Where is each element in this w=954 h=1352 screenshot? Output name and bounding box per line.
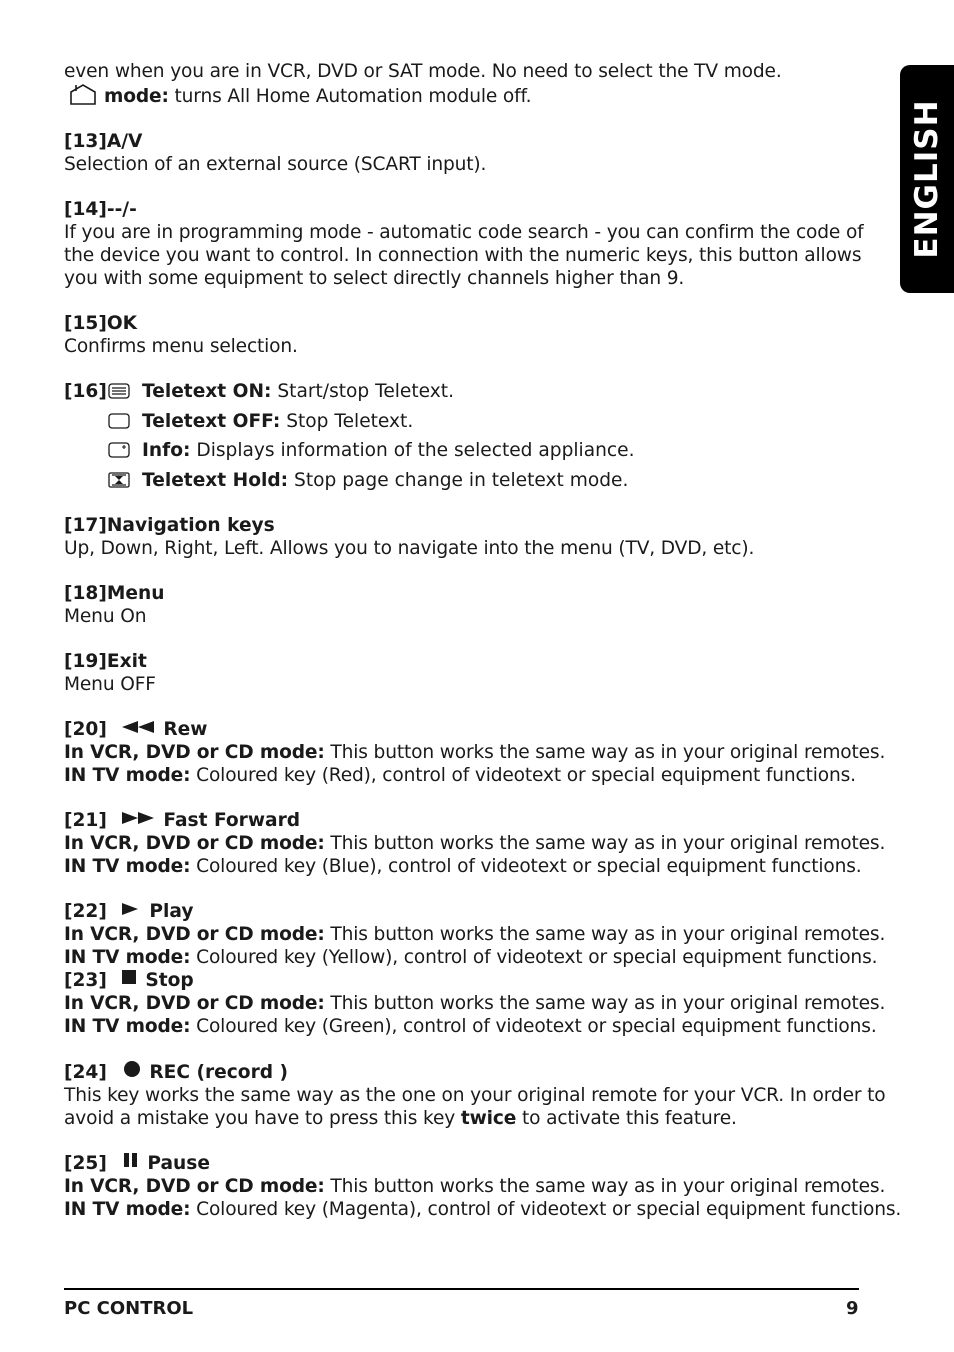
tv-text: Coloured key (Yellow), control of videotext or special equipment functions. xyxy=(190,947,878,968)
section-18-heading xyxy=(64,582,864,605)
section-14-heading xyxy=(64,198,864,221)
vcr-text: This button works the same way as in your original remotes. xyxy=(324,1176,886,1197)
vcr-label: In VCR, DVD or CD mode: xyxy=(64,833,325,854)
language-tab-label: ENGLISH xyxy=(909,99,945,259)
section-number: [18] xyxy=(64,583,107,604)
footer-rule xyxy=(64,1288,859,1290)
section-23-heading xyxy=(64,969,864,992)
section-title: REC (record ) xyxy=(149,1062,289,1083)
vcr-label: In VCR, DVD or CD mode: xyxy=(64,993,325,1014)
section-14-body-1: If you are in programming mode - automatic code search - you can confirm the code of xyxy=(64,222,864,243)
tv-text: Coloured key (Blue), control of videotext or special equipment functions. xyxy=(190,856,862,877)
tv-text: Coloured key (Green), control of videotext or special equipment functions. xyxy=(190,1016,877,1037)
tv-label: IN TV mode: xyxy=(64,1016,191,1037)
pause-icon xyxy=(123,1152,139,1168)
tv-text: Coloured key (Red), control of videotext or special equipment functions. xyxy=(190,765,856,786)
section-20-vcr xyxy=(64,741,886,764)
section-25-tv xyxy=(64,1198,902,1221)
page-number: 9 xyxy=(846,1298,859,1319)
tv-label: IN TV mode: xyxy=(64,947,191,968)
stop-icon xyxy=(121,969,137,985)
section-16-row-4 xyxy=(64,466,864,496)
section-24-heading xyxy=(64,1060,864,1084)
section-title: OK xyxy=(106,313,138,334)
info-text: Displays information of the selected appliance. xyxy=(190,440,635,461)
section-number: [24] xyxy=(64,1062,107,1083)
teletext-off-icon xyxy=(108,413,130,429)
section-number: [21] xyxy=(64,810,107,831)
vcr-text: This button works the same way as in your original remotes. xyxy=(324,833,886,854)
section-23-vcr xyxy=(64,992,886,1015)
section-19-heading xyxy=(64,650,864,673)
section-21-heading xyxy=(64,809,864,832)
vcr-text: This button works the same way as in your original remotes. xyxy=(324,742,886,763)
manual-page xyxy=(64,60,902,1221)
tv-label: IN TV mode: xyxy=(64,1199,191,1220)
section-number: [17] xyxy=(64,515,107,536)
section-16-row-3 xyxy=(64,436,864,466)
section-15-heading xyxy=(64,312,864,335)
section-20-heading xyxy=(64,718,864,741)
house-icon xyxy=(68,83,98,105)
section-number: [22] xyxy=(64,901,107,922)
section-21-tv xyxy=(64,855,864,878)
section-title: Pause xyxy=(147,1153,210,1174)
section-title: Exit xyxy=(106,651,147,672)
body-text: to activate this feature. xyxy=(516,1108,737,1129)
record-icon xyxy=(123,1060,141,1078)
teletext-on-text: Start/stop Teletext. xyxy=(271,381,454,402)
section-18-body: Menu On xyxy=(64,606,147,627)
mode-label: mode: xyxy=(104,86,169,107)
section-title: Play xyxy=(149,901,194,922)
section-24-body-1: This key works the same way as the one on your original remote for your VCR. In order to xyxy=(64,1085,886,1106)
tv-label: IN TV mode: xyxy=(64,765,191,786)
language-tab xyxy=(900,65,954,293)
section-title: A/V xyxy=(106,131,143,152)
teletext-on-icon xyxy=(108,383,130,399)
intro-line: even when you are in VCR, DVD or SAT mode. No need to select the TV mode. xyxy=(64,61,782,82)
section-22-tv xyxy=(64,946,878,969)
section-number: [16] xyxy=(64,381,107,402)
intro-mode-line xyxy=(64,83,864,108)
section-number: [25] xyxy=(64,1153,107,1174)
tv-text: Coloured key (Magenta), control of videotext or special equipment functions. xyxy=(190,1199,902,1220)
section-number: [14] xyxy=(64,199,107,220)
section-20-tv xyxy=(64,764,864,787)
teletext-on-label: Teletext ON: xyxy=(142,381,272,402)
section-14-body-2: the device you want to control. In connection with the numeric keys, this button allows xyxy=(64,245,862,266)
section-number: [20] xyxy=(64,719,107,740)
vcr-label: In VCR, DVD or CD mode: xyxy=(64,742,325,763)
section-title: Navigation keys xyxy=(106,515,275,536)
section-16-row-2 xyxy=(64,407,864,437)
section-21-vcr xyxy=(64,832,886,855)
fast-forward-icon xyxy=(121,811,155,825)
section-24-body-2 xyxy=(64,1107,864,1130)
section-title: Fast Forward xyxy=(163,810,301,831)
teletext-off-label: Teletext OFF: xyxy=(142,410,281,432)
section-title: Stop xyxy=(145,970,194,991)
play-icon xyxy=(121,902,139,916)
section-17-body: Up, Down, Right, Left. Allows you to navigate into the menu (TV, DVD, etc). xyxy=(64,538,755,559)
vcr-label: In VCR, DVD or CD mode: xyxy=(64,1176,325,1197)
body-text: avoid a mistake you have to press this key xyxy=(64,1108,461,1129)
section-17-heading xyxy=(64,514,864,537)
section-19-body: Menu OFF xyxy=(64,674,156,695)
mode-text: turns All Home Automation module off. xyxy=(168,86,532,107)
teletext-off-text: Stop Teletext. xyxy=(280,410,414,432)
section-16-row-1 xyxy=(64,377,864,407)
section-25-vcr xyxy=(64,1175,886,1198)
section-number: [19] xyxy=(64,651,107,672)
section-22-vcr xyxy=(64,923,886,946)
section-15-body: Confirms menu selection. xyxy=(64,336,298,357)
tv-label: IN TV mode: xyxy=(64,856,191,877)
teletext-hold-label: Teletext Hold: xyxy=(142,469,289,491)
vcr-text: This button works the same way as in your original remotes. xyxy=(324,993,886,1014)
section-number: [23] xyxy=(64,970,107,991)
section-title: Rew xyxy=(163,719,208,740)
info-label: Info: xyxy=(142,440,191,461)
teletext-hold-icon xyxy=(108,472,130,488)
section-13-heading xyxy=(64,130,864,153)
section-title: --/- xyxy=(106,199,137,220)
section-23-tv xyxy=(64,1015,877,1038)
section-22-heading xyxy=(64,900,864,923)
section-number: [13] xyxy=(64,131,107,152)
footer-title: PC CONTROL xyxy=(64,1298,194,1319)
section-14-body-3: you with some equipment to select directly channels higher than 9. xyxy=(64,268,685,289)
section-25-heading xyxy=(64,1152,864,1175)
section-13-body: Selection of an external source (SCART input). xyxy=(64,154,487,175)
section-number: [15] xyxy=(64,313,107,334)
emphasis-text: twice xyxy=(460,1108,517,1129)
rewind-icon xyxy=(121,720,155,734)
vcr-label: In VCR, DVD or CD mode: xyxy=(64,924,325,945)
teletext-hold-text: Stop page change in teletext mode. xyxy=(288,469,629,491)
section-title: Menu xyxy=(106,583,165,604)
info-icon xyxy=(108,442,130,458)
vcr-text: This button works the same way as in your original remotes. xyxy=(324,924,886,945)
